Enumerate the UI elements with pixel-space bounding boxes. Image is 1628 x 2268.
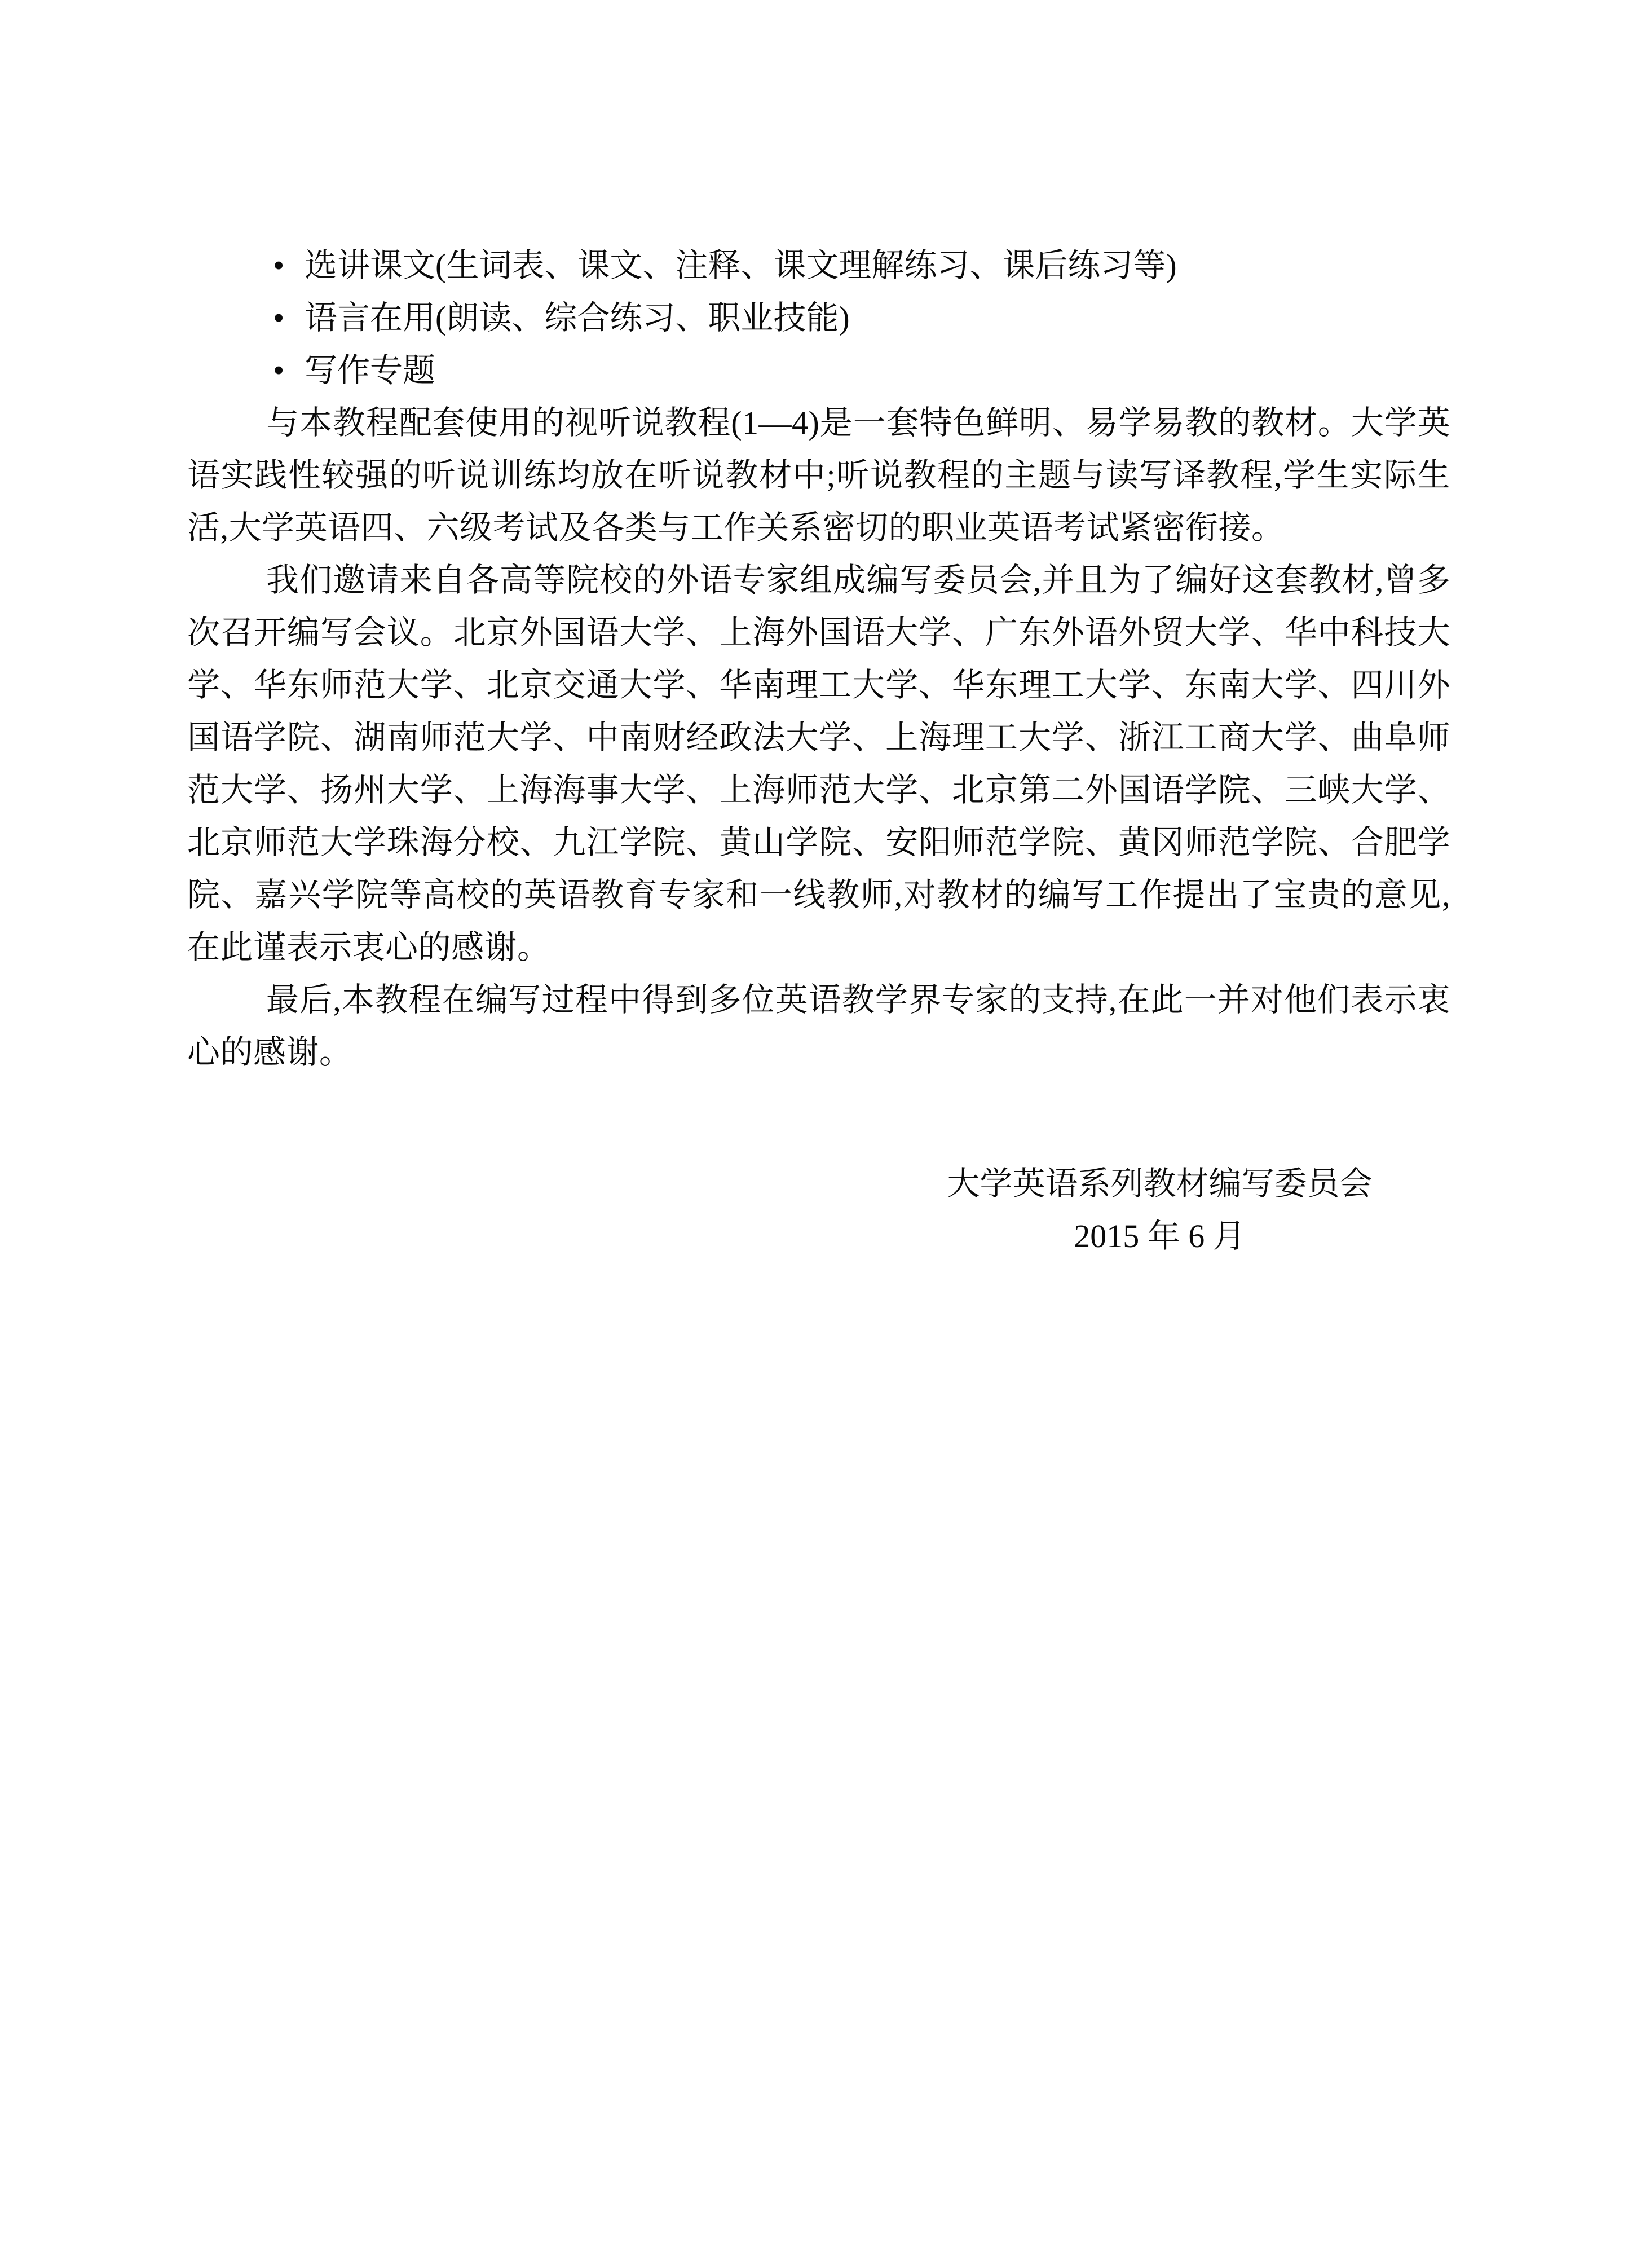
signature-block (905, 1157, 1415, 1262)
paragraph-acknowledgement-universities: 我们邀请来自各高等院校的外语专家组成编写委员会,并且为了编好这套教材,曾多次召开编写会议。北京外国语大学、上海外国语大学、广东外语外贸大学、华中科技大学、华东师范大学、北京交通大学、华南理工大学、华东理工大学、东南大学、四川外国语学院、湖南师范大学、中南财经政法大学、上海理工大学、浙江工商大学、曲阜师范大学、扬州大学、上海海事大学、上海师范大学、北京第二外国语学院、三峡大学、北京师范大学珠海分校、九江学院、黄山学院、安阳师范学院、黄冈师范学院、合肥学院、嘉兴学院等高校的英语教育专家和一线教师,对教材的编写工作提出了宝贵的意见,在此谨表示衷心的感谢。 (187, 562, 1450, 966)
bullet-icon: • (273, 300, 285, 336)
paragraph-final-thanks: 最后,本教程在编写过程中得到多位英语教学界专家的支持,在此一并对他们表示衷心的感谢。 (187, 981, 1450, 1071)
preface-content (187, 239, 1450, 1262)
list-item (187, 292, 1450, 344)
list-item (187, 239, 1450, 292)
bullet-label-writing-topics: 写作专题 (305, 352, 436, 389)
bullet-label-language-in-use: 语言在用(朗读、综合练习、职业技能) (305, 300, 850, 336)
signature-date: 2015 年 6 月 (1074, 1218, 1246, 1254)
signature-committee: 大学英语系列教材编写委员会 (947, 1165, 1373, 1202)
feature-bullet-list (187, 239, 1450, 397)
list-item (187, 344, 1450, 397)
bullet-icon: • (273, 247, 285, 284)
paragraph-companion-course: 与本教程配套使用的视听说教程(1—4)是一套特色鲜明、易学易教的教材。大学英语实践性较强的听说训练均放在听说教材中;听说教程的主题与读写译教程,学生实际生活,大学英语四、六级考试及各类与工作关系密切的职业英语考试紧密衔接。 (187, 404, 1450, 546)
bullet-icon: • (273, 352, 285, 389)
bullet-label-selected-texts: 选讲课文(生词表、课文、注释、课文理解练习、课后练习等) (305, 247, 1177, 284)
